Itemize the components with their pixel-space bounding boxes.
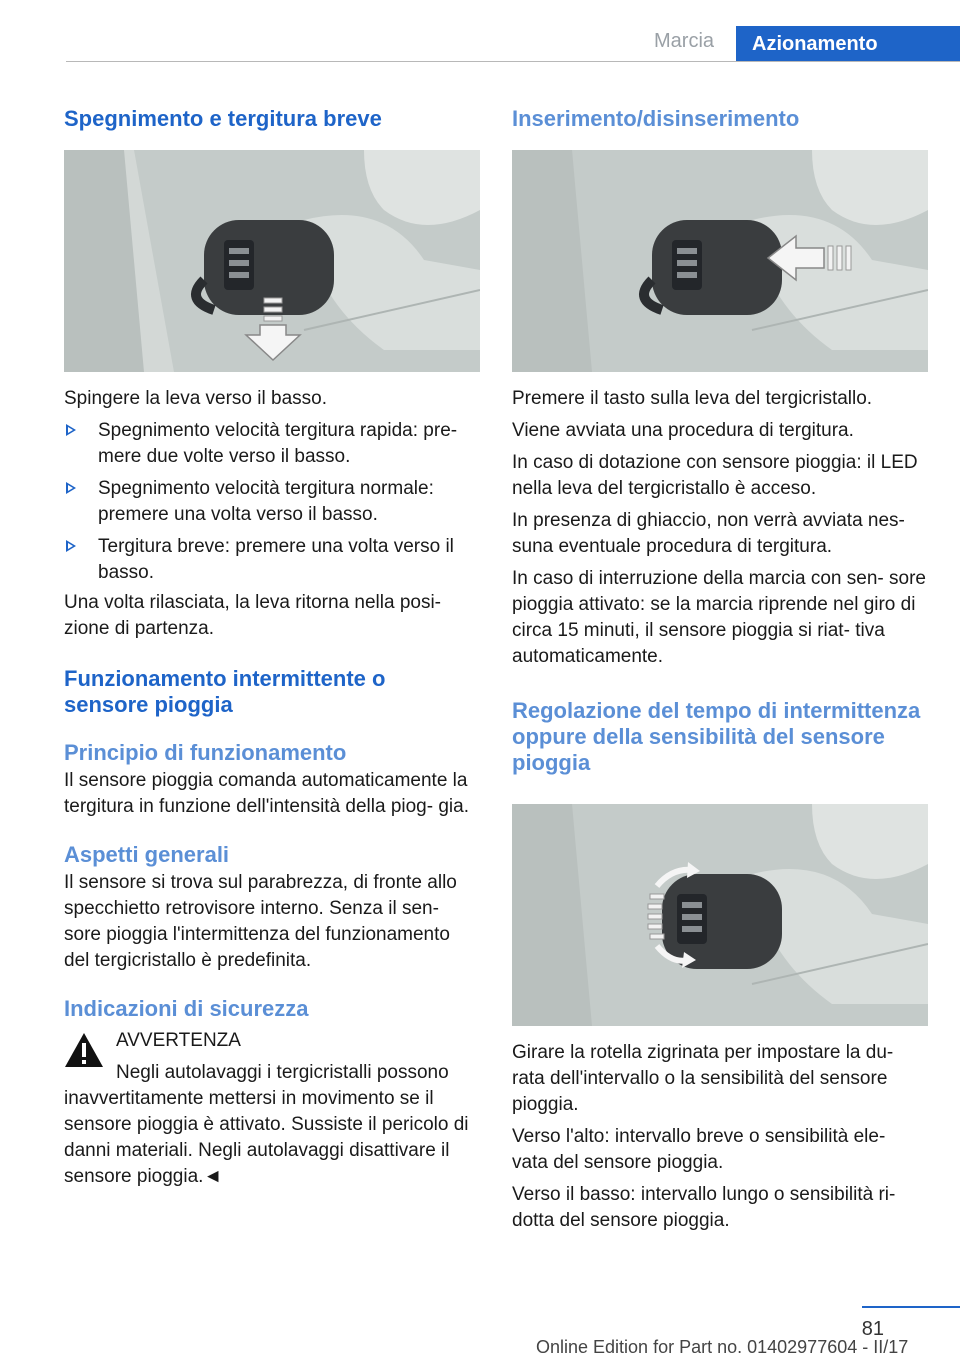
intro-text: Spingere la leva verso il basso. — [64, 388, 327, 409]
left-column — [64, 100, 480, 1190]
section-title-spegnimento: Spegnimento e tergitura breve — [64, 106, 382, 131]
subtitle-sicurezza: Indicazioni di sicurezza — [64, 996, 309, 1021]
warning-text: inavvertitamente mettersi in movimento se il sensore pioggia è attivato. Sussiste il pericolo di danni materiali. Negli autolavaggi disattivare il sensore pioggia.◄ — [64, 1088, 469, 1187]
subtitle-aspetti: Aspetti generali — [64, 842, 230, 867]
right-paragraph: Viene avviata una procedura di tergitura. — [512, 420, 854, 441]
figure-lever-wheel — [512, 804, 928, 1026]
triangle-bullet-icon — [66, 540, 76, 552]
subtitle-principio: Principio di funzionamento — [64, 740, 347, 765]
right-paragraph: Verso l'alto: intervallo breve o sensibilità ele- vata del sensore pioggia. — [512, 1126, 886, 1173]
figure-lever-press — [512, 150, 928, 372]
aspetti-text: Il sensore si trova sul parabrezza, di fronte allo specchietto retrovisore interno. Senza il sen- sore pioggia l'intermittenza del funzionamento del tergicristallo è predefinita. — [64, 872, 457, 971]
triangle-bullet-icon — [66, 482, 76, 494]
warning-text-first: Negli autolavaggi i tergicristalli possono — [116, 1062, 449, 1083]
section-title-inserimento: Inserimento/disinserimento — [512, 106, 800, 131]
bullet-list — [64, 418, 480, 586]
warning-block — [64, 1028, 480, 1190]
warning-label: AVVERTENZA — [116, 1030, 241, 1051]
right-paragraph: Premere il tasto sulla leva del tergicristallo. — [512, 388, 873, 409]
figure-lever-down — [64, 150, 480, 372]
section-title-funzionamento: Funzionamento intermittente o sensore pioggia — [64, 666, 386, 717]
list-item: Tergitura breve: premere una volta verso il basso. — [64, 534, 480, 586]
list-item: Spegnimento velocità tergitura normale: premere una volta verso il basso. — [64, 476, 480, 528]
after-bullets-text: Una volta rilasciata, la leva ritorna nella posi- zione di partenza. — [64, 592, 442, 639]
page-header — [66, 26, 960, 62]
tab-marcia[interactable]: Marcia — [654, 30, 715, 52]
edition-note: Online Edition for Part no. 01402977604 - II/17 — [536, 1337, 909, 1357]
right-paragraph: Verso il basso: intervallo lungo o sensibilità ri- dotta del sensore pioggia. — [512, 1184, 896, 1231]
principio-text: Il sensore pioggia comanda automaticamente la tergitura in funzione dell'intensità della piog- gia. — [64, 770, 469, 817]
header-divider — [66, 61, 960, 62]
page-number: 81 — [861, 1318, 884, 1340]
tab-azionamento[interactable]: Azionamento — [736, 26, 960, 62]
right-paragraph: In presenza di ghiaccio, non verrà avviata nes- suna eventuale procedura di tergitura. — [512, 510, 905, 557]
warning-triangle-icon — [64, 1032, 104, 1068]
right-paragraph: Girare la rotella zigrinata per impostare la du- rata dell'intervallo o la sensibilità del sensore pioggia. — [512, 1042, 894, 1115]
right-column — [512, 100, 928, 1234]
footer-divider — [862, 1306, 960, 1308]
triangle-bullet-icon — [66, 424, 76, 436]
right-paragraph: In caso di dotazione con sensore pioggia: il LED nella leva del tergicristallo è acceso. — [512, 452, 918, 499]
list-item: Spegnimento velocità tergitura rapida: pre- mere due volte verso il basso. — [64, 418, 480, 470]
right-paragraph: In caso di interruzione della marcia con sen- sore pioggia attivato: se la marcia riprende nel giro di circa 15 minuti, il sensore pioggia si riat- tiva automaticamente. — [512, 568, 926, 667]
section-title-regolazione: Regolazione del tempo di intermittenza oppure della sensibilità del sensore pioggia — [512, 698, 921, 775]
